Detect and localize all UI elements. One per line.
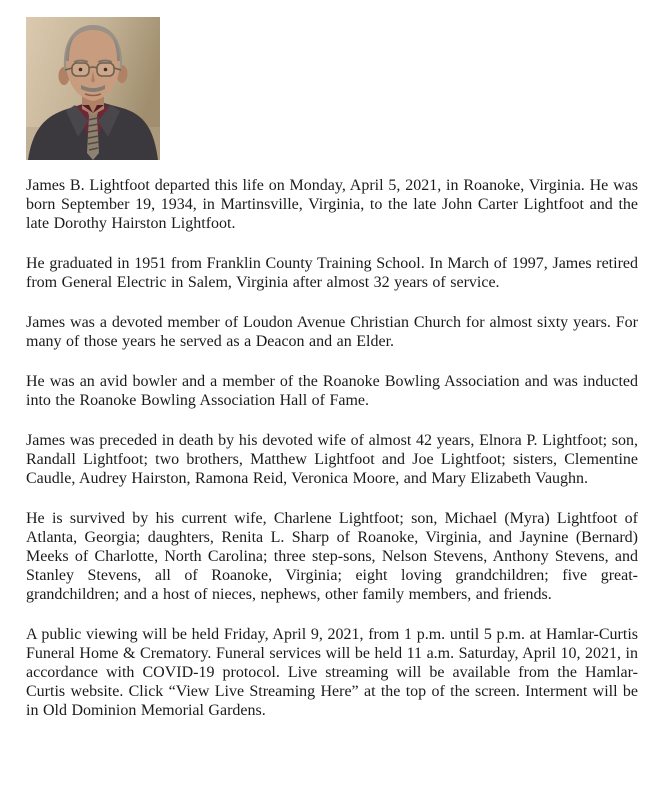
obituary-paragraph-6: He is survived by his current wife, Charlene Lightfoot; son, Michael (Myra) Lightfoot of Atlanta, Georgia; daughters, Renita L. Sharp of Roanoke, Virginia, and Jaynine (Bernard) Meeks of Charlotte, North Carolina; three step-sons, Nelson Stevens, Anthony Stevens, and Stanley Stevens, all of Roanoke, Virginia; eight loving grandchildren; five great-grandchildren; and a host of nieces, nephews, other family members, and friends. (26, 510, 638, 603)
portrait-photo (26, 17, 160, 160)
eye-left (79, 68, 83, 72)
eye-right (104, 68, 108, 72)
obituary-paragraph-1: James B. Lightfoot departed this life on Monday, April 5, 2021, in Roanoke, Virginia. He was born September 19, 1934, in Martinsville, Virginia, to the late John Carter Lightfoot and the late Dorothy Hairston Lightfoot. (26, 177, 638, 232)
obituary-text (26, 176, 638, 720)
obituary-paragraph-2: He graduated in 1951 from Franklin County Training School. In March of 1997, James retired from General Electric in Salem, Virginia after almost 32 years of service. (26, 255, 638, 291)
obituary-paragraph-5: James was preceded in death by his devoted wife of almost 42 years, Elnora P. Lightfoot; son, Randall Lightfoot; two brothers, Matthew Lightfoot and Joe Lightfoot; sisters, Clementine Caudle, Audrey Hairston, Ramona Reid, Veronica Moore, and Mary Elizabeth Vaughn. (26, 432, 638, 487)
portrait-photo-image (26, 17, 160, 160)
obituary-paragraph-7: A public viewing will be held Friday, April 9, 2021, from 1 p.m. until 5 p.m. at Hamlar-Curtis Funeral Home & Crematory. Funeral services will be held 11 a.m. Saturday, April 10, 2021, in accordance with COVID-19 protocol. Live streaming will be available from the Hamlar-Curtis website. Click “View Live Streaming Here” at the top of the screen. Interment will be in Old Dominion Memorial Gardens. (26, 626, 638, 719)
obituary-paragraph-3: James was a devoted member of Loudon Avenue Christian Church for almost sixty years. For many of those years he served as a Deacon and an Elder. (26, 314, 638, 350)
obituary-paragraph-4: He was an avid bowler and a member of the Roanoke Bowling Association and was inducted into the Roanoke Bowling Association Hall of Fame. (26, 373, 638, 409)
